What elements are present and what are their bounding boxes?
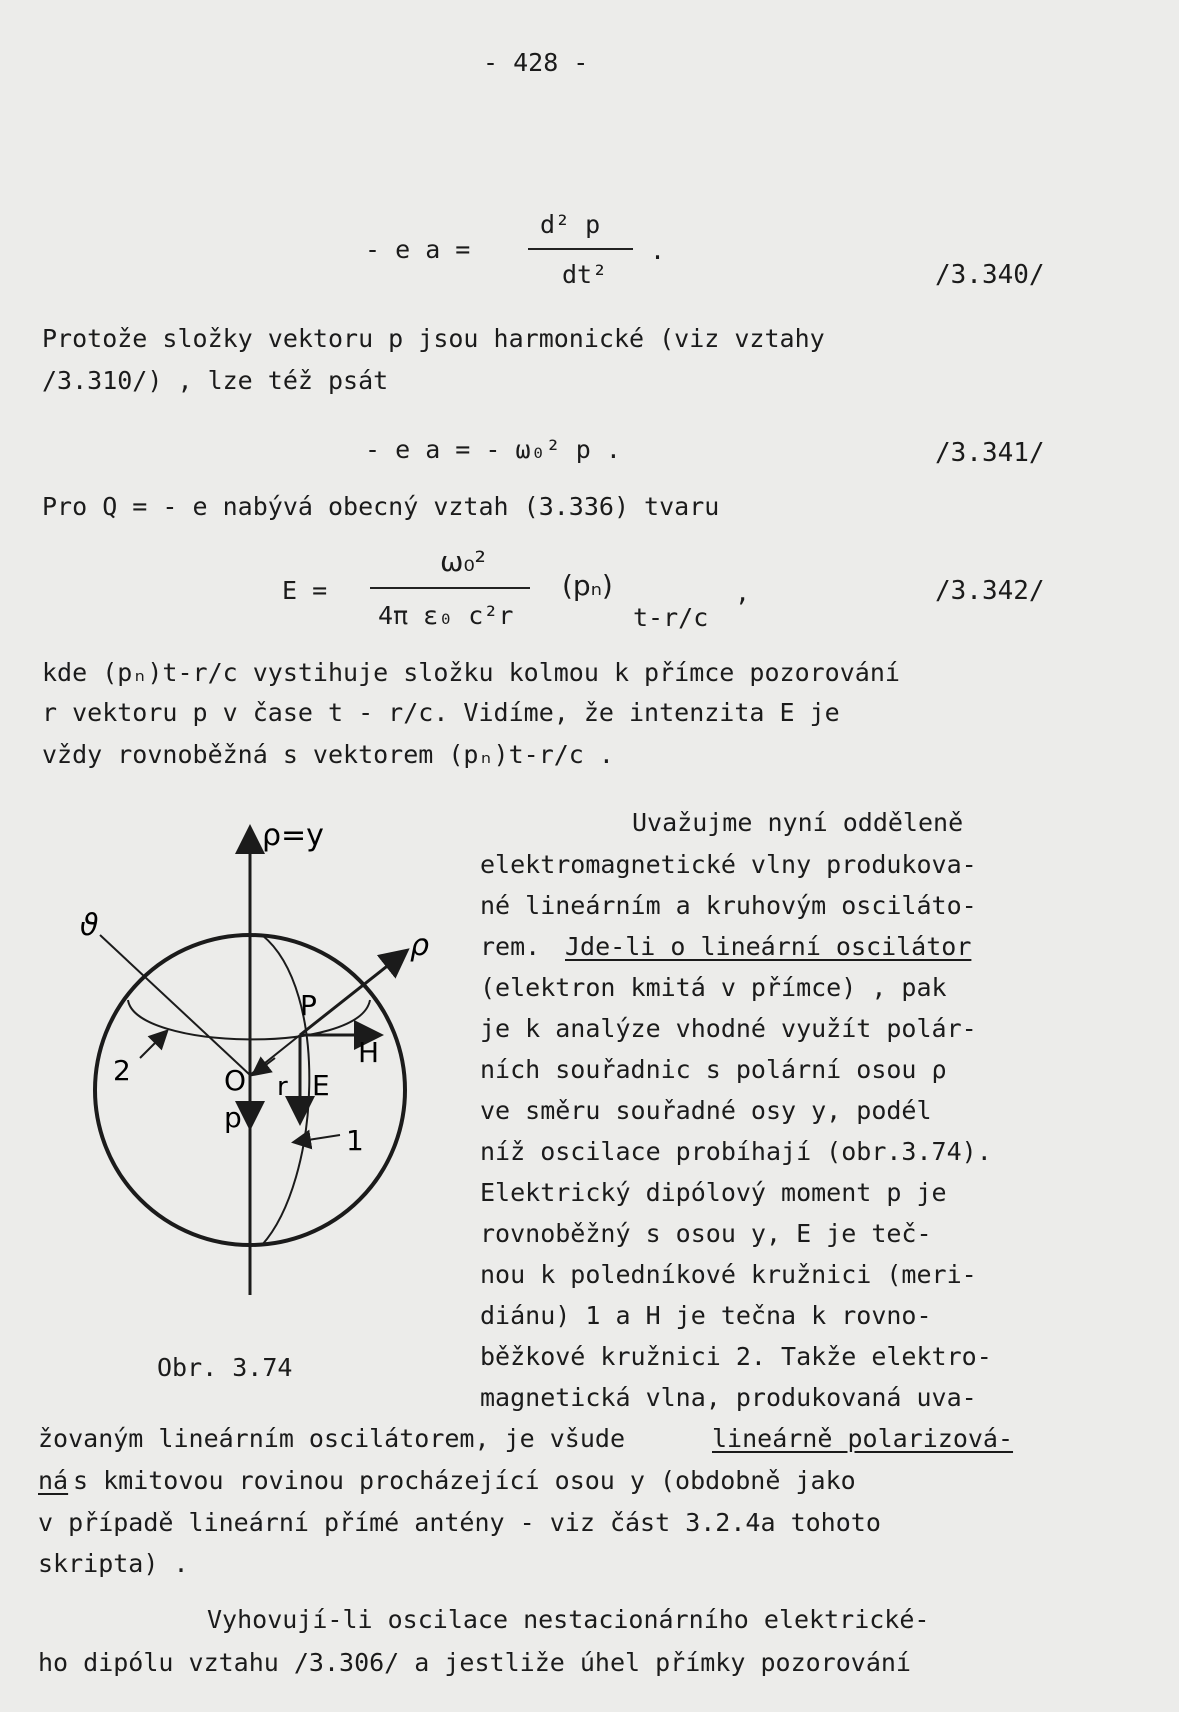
- p4-line1a: žovaným lineárním oscilátorem, je všude: [38, 1424, 625, 1453]
- p3-line1: kde (pₙ)t-r/c vystihuje složku kolmou k přímce pozorování: [42, 658, 900, 687]
- label-1-leader: [295, 1135, 340, 1142]
- p1-line1: Protože složky vektoru p jsou harmonické (viz vztahy: [42, 324, 825, 353]
- label-O: O: [224, 1064, 247, 1097]
- label-P: P: [300, 989, 317, 1022]
- rc-line-15: magnetická vlna, produkovaná uva-: [480, 1383, 977, 1412]
- p3-line2: r vektoru p v čase t - r/c. Vidíme, že intenzita E je: [42, 698, 840, 727]
- eq340-tail: .: [650, 236, 666, 265]
- p2-line1: Pro Q = - e nabývá obecný vztah (3.336) tvaru: [42, 492, 720, 521]
- p4-line2a-underlined: ná: [38, 1466, 69, 1495]
- p4-line2b: s kmitovou rovinou procházející osou y (obdobně jako: [73, 1466, 856, 1495]
- label-2: 2: [113, 1054, 131, 1087]
- eq342-number: /3.342/: [935, 576, 1045, 606]
- rc-line-4b-underlined: Jde-li o lineární oscilátor: [565, 932, 972, 961]
- label-1: 1: [346, 1124, 364, 1157]
- r-arrow: [254, 1058, 275, 1074]
- page-number: - 428 -: [483, 48, 589, 77]
- rc-line-1: Uvažujme nyní odděleně: [632, 808, 964, 837]
- eq340-denominator: dt²: [562, 260, 608, 289]
- label-E: E: [312, 1069, 330, 1102]
- rc-line-5: (elektron kmitá v přímce) , pak: [480, 973, 947, 1002]
- label-2-leader: [140, 1032, 166, 1058]
- rc-line-9: níž oscilace probíhají (obr.3.74).: [480, 1137, 992, 1166]
- p4-line3: v případě lineární přímé antény - viz část 3.2.4a tohoto: [38, 1508, 881, 1537]
- rc-line-3: né lineárním a kruhovým osciláto-: [480, 891, 977, 920]
- label-rho-y: ρ=y: [262, 818, 324, 853]
- p3-line3: vždy rovnoběžná s vektorem (pₙ)t-r/c .: [42, 740, 614, 769]
- p5-line2: ho dipólu vztahu /3.306/ a jestliže úhel přímky pozorování: [38, 1648, 911, 1677]
- figure-caption: Obr. 3.74: [157, 1353, 293, 1382]
- eq342-subscript: t-r/c: [633, 603, 709, 632]
- rc-line-7: ních souřadnic s polární osou ρ: [480, 1055, 947, 1084]
- p4-line1b-underlined: lineárně polarizová-: [712, 1424, 1014, 1453]
- label-p: p: [224, 1101, 242, 1134]
- p4-line4: skripta) .: [38, 1549, 189, 1578]
- label-r: r: [277, 1072, 288, 1102]
- eq342-denominator: 4π ε₀ c²r: [378, 601, 514, 630]
- eq341-expression: - e a = - ω₀² p .: [365, 435, 621, 464]
- rc-line-4a: rem.: [480, 932, 541, 961]
- r-line: [250, 1035, 300, 1075]
- rc-line-8: ve směru souřadné osy y, podél: [480, 1096, 932, 1125]
- rc-line-6: je k analýze vhodné využít polár-: [480, 1014, 977, 1043]
- eq342-comma: ,: [735, 578, 751, 607]
- p5-line1: Vyhovují-li oscilace nestacionárního elektrické-: [207, 1605, 930, 1634]
- rc-line-10: Elektrický dipólový moment p je: [480, 1178, 947, 1207]
- eq340-lhs: - e a =: [365, 235, 471, 264]
- p1-line2: /3.310/) , lze též psát: [42, 366, 389, 395]
- rc-line-14: běžkové kružnici 2. Takže elektro-: [480, 1342, 992, 1371]
- eq341-number: /3.341/: [935, 438, 1045, 468]
- label-H: H: [358, 1036, 380, 1069]
- rc-line-2: elektromagnetické vlny produkova-: [480, 850, 977, 879]
- eq342-numerator: ω₀²: [440, 545, 486, 578]
- rc-line-12: nou k poledníkové kružnici (meri-: [480, 1260, 977, 1289]
- rc-line-13: diánu) 1 a H je tečna k rovno-: [480, 1301, 932, 1330]
- eq340-numerator: d² p: [540, 210, 601, 239]
- label-rho: ρ: [410, 928, 430, 963]
- eq342-rhs: (pₙ): [562, 569, 613, 602]
- eq342-lhs: E =: [282, 576, 328, 605]
- label-theta: ϑ: [80, 908, 99, 943]
- eq340-number: /3.340/: [935, 260, 1045, 290]
- rc-line-11: rovnoběžný s osou y, E je teč-: [480, 1219, 932, 1248]
